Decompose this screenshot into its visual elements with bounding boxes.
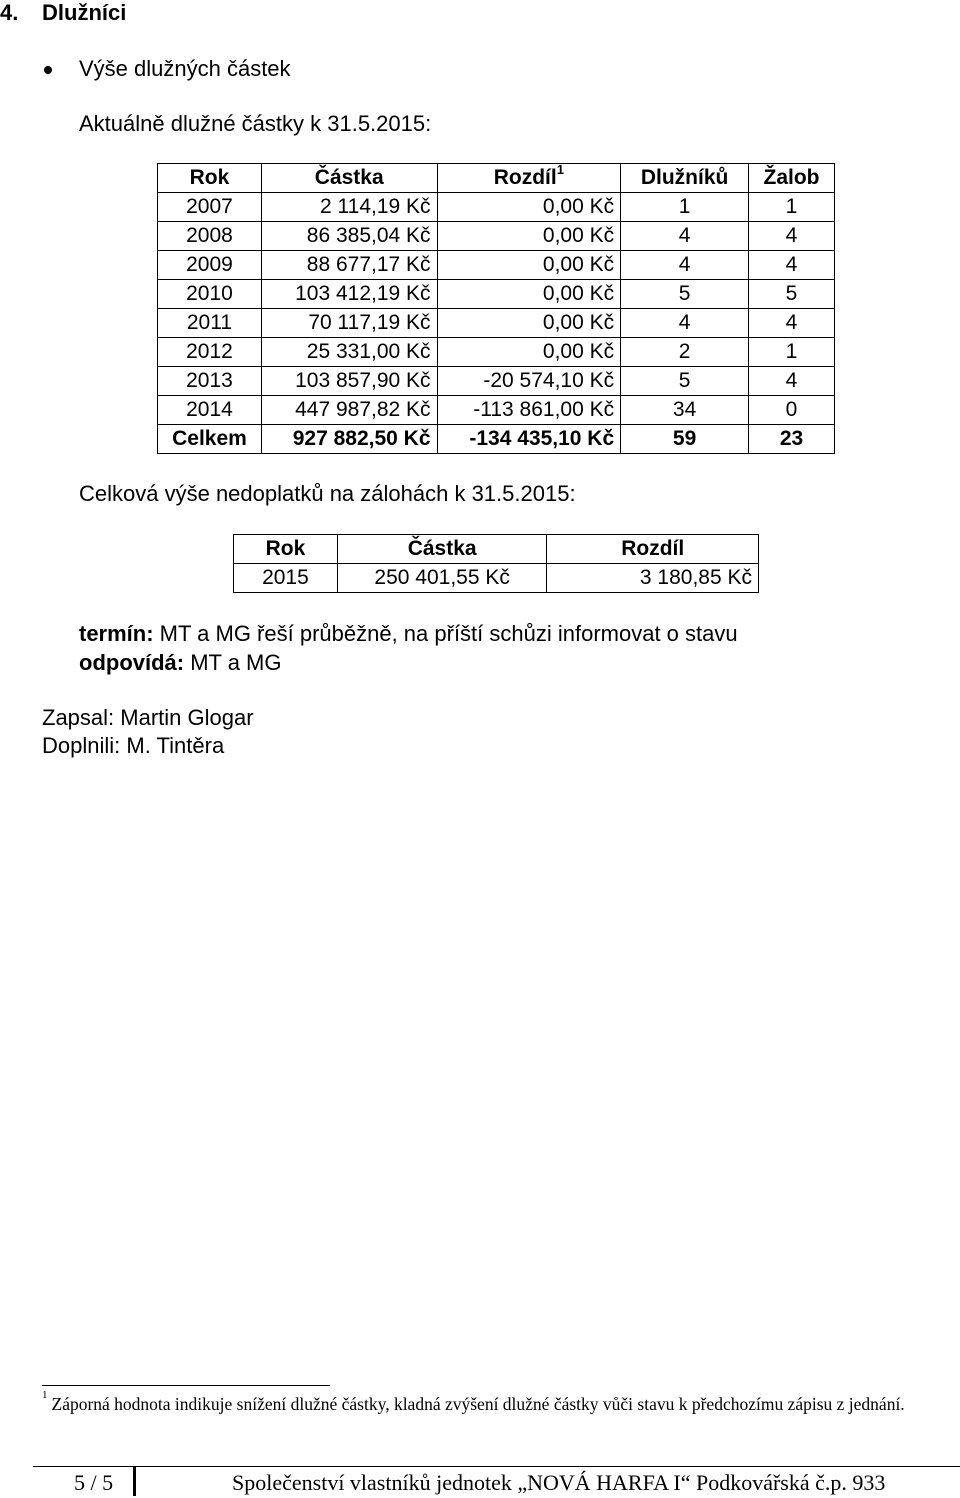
debts-table <box>157 163 835 454</box>
table-cell: 2015 <box>234 564 338 593</box>
intro-current-debts: Aktuálně dlužné částky k 31.5.2015: <box>79 111 432 136</box>
table-cell: 0,00 Kč <box>437 338 621 367</box>
table-cell: 103 857,90 Kč <box>261 367 437 396</box>
table-cell: 2009 <box>158 251 262 280</box>
footnote-text: Záporná hodnota indikuje snížení dlužné částky, kladná zvýšení dlužné částky vůči stavu k předchozímu zápisu z jednání. <box>51 1394 905 1414</box>
header-cell: Rok <box>234 535 338 564</box>
table-cell: 4 <box>749 222 835 251</box>
table-cell: 103 412,19 Kč <box>261 280 437 309</box>
table-cell: 34 <box>621 396 749 425</box>
table-cell: 25 331,00 Kč <box>261 338 437 367</box>
termin-label: termín: <box>79 621 154 646</box>
table-total-row <box>158 425 835 454</box>
odpovida-label: odpovídá: <box>79 650 185 675</box>
table-cell: 5 <box>749 280 835 309</box>
table-cell: 86 385,04 Kč <box>261 222 437 251</box>
table-cell: 88 677,17 Kč <box>261 251 437 280</box>
table-cell: 4 <box>749 367 835 396</box>
table-cell: -134 435,10 Kč <box>437 425 621 454</box>
table-cell: Celkem <box>158 425 262 454</box>
table-header-row <box>234 535 759 564</box>
table-cell: 927 882,50 Kč <box>261 425 437 454</box>
table-cell: 2010 <box>158 280 262 309</box>
table-cell: 2008 <box>158 222 262 251</box>
header-cell: Rozdíl <box>547 535 759 564</box>
bullet-dot-icon <box>44 66 52 74</box>
footnote-ref: 1 <box>556 162 564 177</box>
zapsal: Zapsal: Martin Glogar <box>42 705 254 730</box>
section-title: Dlužníci <box>42 0 127 25</box>
table-cell: 2 114,19 Kč <box>261 193 437 222</box>
table-cell: 1 <box>621 193 749 222</box>
header-cell: Částka <box>337 535 547 564</box>
termin-line <box>79 621 738 647</box>
table-row <box>158 396 835 425</box>
arrears-table <box>233 534 759 593</box>
footer-separator <box>133 1466 136 1496</box>
table-header-row <box>158 164 835 193</box>
termin-text: MT a MG řeší průběžně, na příští schůzi informovat o stavu <box>153 621 738 646</box>
table-cell: 0,00 Kč <box>437 280 621 309</box>
table-cell: 5 <box>621 367 749 396</box>
intro-arrears: Celková výše nedoplatků na zálohách k 31.5.2015: <box>79 481 576 506</box>
table-cell: 1 <box>749 338 835 367</box>
odpovida-line <box>79 650 282 676</box>
doplnili: Doplnili: M. Tintěra <box>42 733 225 758</box>
table-cell: 0,00 Kč <box>437 193 621 222</box>
table-cell: 2012 <box>158 338 262 367</box>
table-cell: 0,00 Kč <box>437 309 621 338</box>
table-row <box>158 367 835 396</box>
table-row <box>158 251 835 280</box>
odpovida-text: MT a MG <box>184 650 282 675</box>
table-cell: 4 <box>749 251 835 280</box>
table-cell: 0,00 Kč <box>437 251 621 280</box>
table-row <box>158 193 835 222</box>
table-row <box>158 222 835 251</box>
table-cell: 0 <box>749 396 835 425</box>
table-row <box>158 338 835 367</box>
table-cell: 4 <box>621 251 749 280</box>
table-cell: 5 <box>621 280 749 309</box>
header-cell: Dlužníků <box>621 164 749 193</box>
section-number: 4. <box>0 0 19 25</box>
table-cell: 2 <box>621 338 749 367</box>
table-cell: 2013 <box>158 367 262 396</box>
page-number: 5 / 5 <box>74 1470 114 1495</box>
footnote-divider <box>42 1385 330 1386</box>
footnote-mark: 1 <box>42 1389 48 1402</box>
table-cell: 1 <box>749 193 835 222</box>
footer-divider <box>133 1466 960 1467</box>
table-cell: 2007 <box>158 193 262 222</box>
table-row <box>234 564 759 593</box>
header-cell: Rok <box>158 164 262 193</box>
table-cell: 0,00 Kč <box>437 222 621 251</box>
table-cell: 250 401,55 Kč <box>337 564 547 593</box>
table-row <box>158 280 835 309</box>
table-cell: -113 861,00 Kč <box>437 396 621 425</box>
table-cell: -20 574,10 Kč <box>437 367 621 396</box>
bullet-text: Výše dlužných částek <box>79 56 291 81</box>
footer-divider <box>33 1466 133 1467</box>
header-cell: Částka <box>261 164 437 193</box>
table-cell: 59 <box>621 425 749 454</box>
table-cell: 447 987,82 Kč <box>261 396 437 425</box>
header-cell-rozdil: Rozdíl$^1$ <box>437 164 621 193</box>
table-cell: 4 <box>621 309 749 338</box>
footnote <box>42 1389 942 1416</box>
table-cell: 23 <box>749 425 835 454</box>
table-cell: 70 117,19 Kč <box>261 309 437 338</box>
table-row <box>158 309 835 338</box>
header-cell: Žalob <box>749 164 835 193</box>
table-cell: 4 <box>749 309 835 338</box>
footer-org: Společenství vlastníků jednotek „NOVÁ HARFA I“ Podkovářská č.p. 933 <box>232 1470 886 1495</box>
table-cell: 2014 <box>158 396 262 425</box>
table-cell: 3 180,85 Kč <box>547 564 759 593</box>
table-cell: 4 <box>621 222 749 251</box>
section-heading <box>0 0 126 26</box>
table-cell: 2011 <box>158 309 262 338</box>
